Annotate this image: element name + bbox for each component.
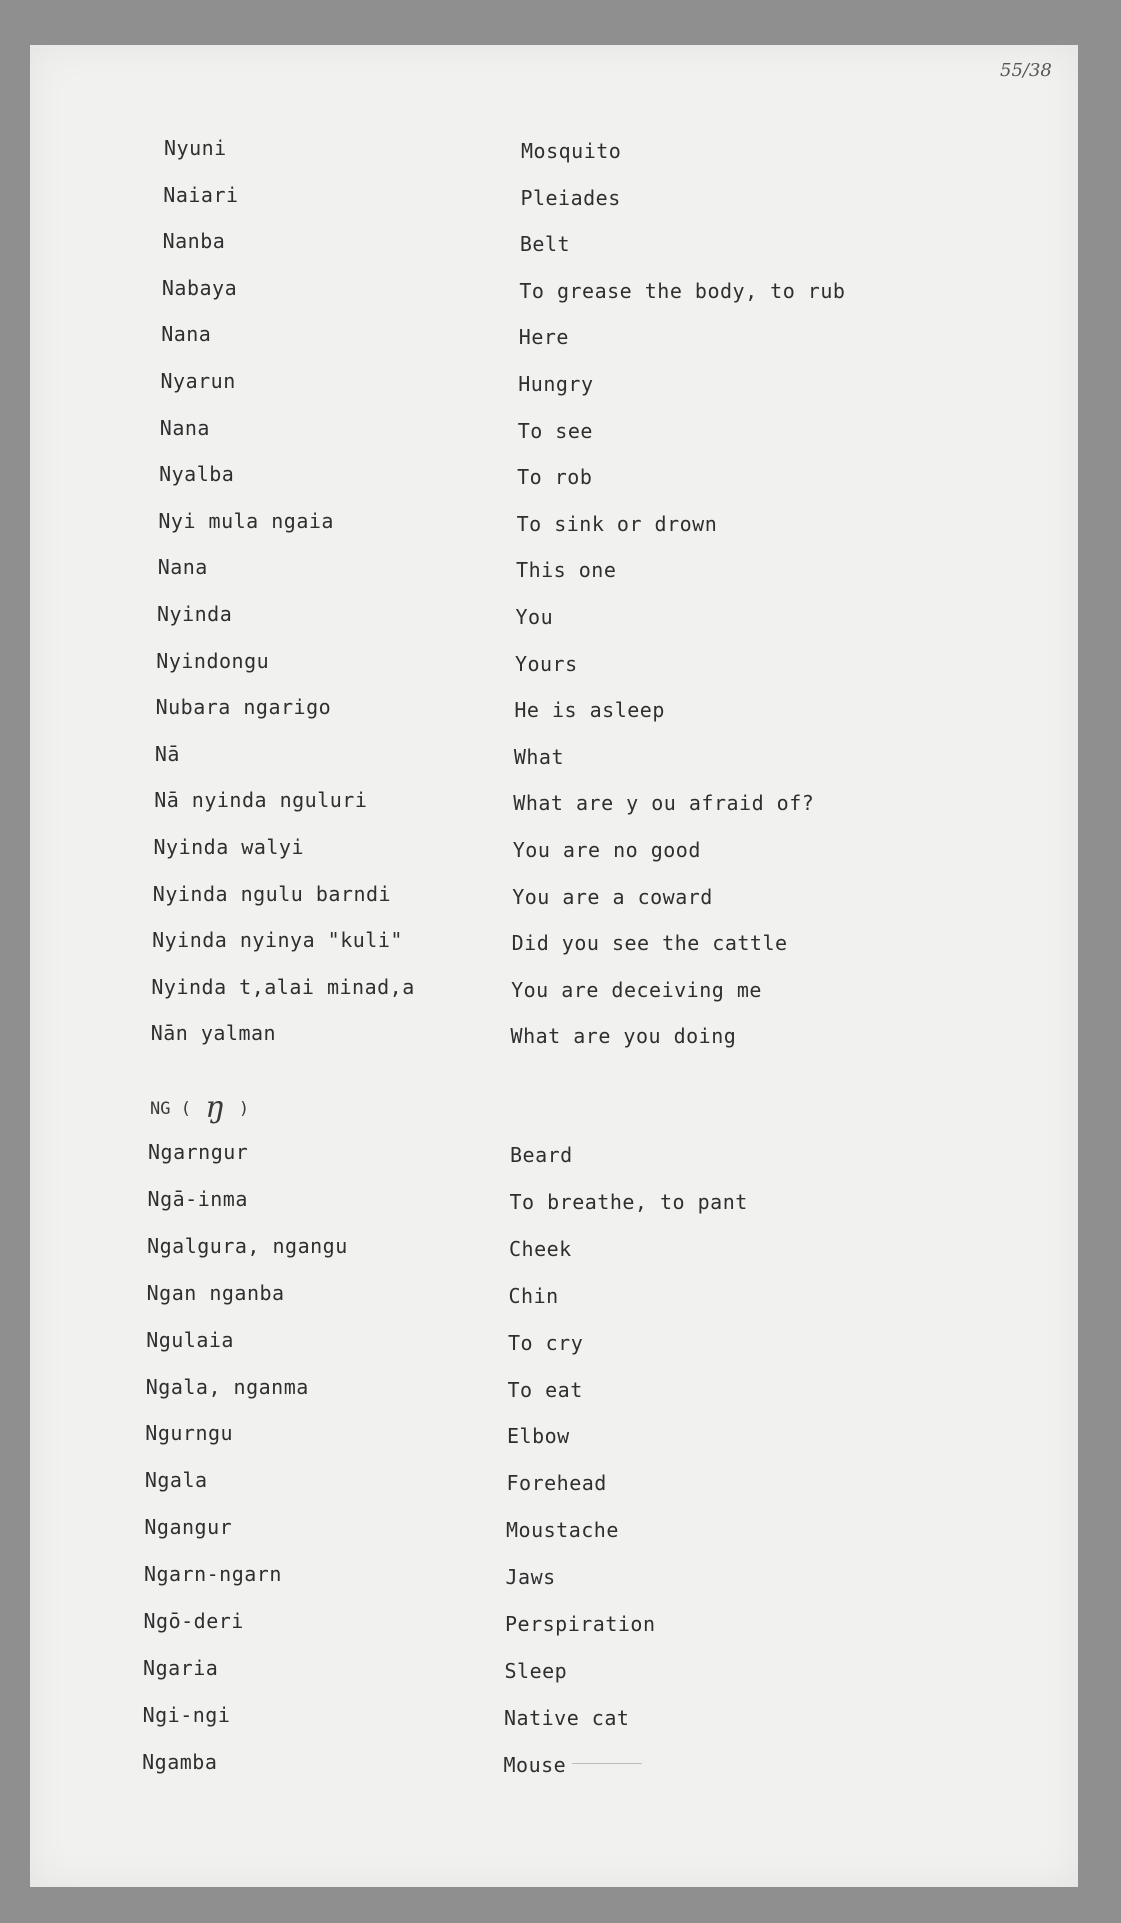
gloss: To breathe, to pant	[509, 1189, 748, 1214]
headword: Nā	[154, 741, 180, 766]
headword: Nyarun	[160, 369, 236, 393]
gloss: You are no good	[512, 838, 701, 862]
headword: Ngala, nganma	[145, 1374, 309, 1399]
gloss: Moustache	[506, 1518, 619, 1543]
headword: Nyi mula ngaia	[158, 508, 334, 533]
headword: Nān yalman	[150, 1021, 277, 1046]
headword: Naiari	[163, 182, 239, 207]
headword: Ngan nganba	[146, 1280, 285, 1305]
gloss: Mouse	[503, 1752, 567, 1777]
gloss: To cry	[508, 1330, 584, 1355]
pen-stroke	[572, 1763, 642, 1764]
gloss: To sink or drown	[516, 511, 718, 536]
gloss: He is asleep	[514, 698, 665, 723]
headword: Ngarn-ngarn	[143, 1562, 282, 1587]
headword: Ngalgura, ngangu	[147, 1233, 348, 1258]
headword: Nana	[157, 555, 208, 580]
gloss: Sleep	[504, 1658, 568, 1683]
headword: Ngala	[144, 1468, 208, 1493]
gloss: To grease the body, to rub	[519, 278, 846, 303]
gloss: You are a coward	[512, 884, 713, 909]
headword: Nyinda ngulu barndi	[152, 881, 392, 906]
gloss: Perspiration	[505, 1612, 656, 1636]
gloss: Forehead	[506, 1471, 607, 1496]
headword: Nyinda nyinya "kuli"	[152, 928, 403, 953]
headword: Ngi-ngi	[142, 1702, 231, 1727]
gloss: What	[513, 744, 565, 769]
gloss: Did you see the cattle	[511, 931, 788, 956]
gloss: Native cat	[504, 1705, 630, 1730]
headword: Nā nyinda nguluri	[154, 788, 368, 813]
gloss: Cheek	[509, 1236, 572, 1261]
headword: Ngangur	[144, 1515, 233, 1540]
section-close-paren: )	[238, 1099, 250, 1119]
headword: Nyalba	[159, 462, 235, 487]
headword: Ngurngu	[145, 1421, 234, 1446]
gloss: This one	[516, 558, 617, 583]
gloss: To see	[517, 418, 593, 443]
headword: Nyindongu	[156, 648, 270, 673]
gloss: Belt	[519, 232, 571, 257]
section-label: NG	[150, 1099, 171, 1119]
headword: Nana	[159, 415, 210, 440]
gloss: Jaws	[505, 1565, 556, 1590]
gloss: Beard	[510, 1143, 573, 1167]
gloss: Chin	[508, 1283, 559, 1308]
gloss: To rob	[517, 465, 593, 490]
gloss: Elbow	[507, 1424, 570, 1449]
page-number: 55/38	[1000, 60, 1052, 81]
gloss: To eat	[507, 1377, 583, 1402]
gloss: What are y ou afraid of?	[513, 791, 815, 816]
gloss: Mosquito	[521, 139, 622, 163]
gloss: Pleiades	[520, 185, 621, 210]
headword: Nabaya	[161, 275, 238, 300]
headword: Nyinda	[157, 602, 233, 626]
gloss: You are deceiving me	[511, 977, 762, 1002]
headword: Nanba	[162, 229, 226, 254]
headword: Ngā-inma	[147, 1186, 248, 1211]
gloss: Yours	[514, 651, 578, 676]
headword: Nubara ngarigo	[155, 695, 332, 720]
headword: Ngō-deri	[143, 1609, 244, 1633]
eng-symbol: ŋ	[205, 1090, 225, 1125]
gloss: Here	[518, 325, 569, 350]
section-header-ng	[150, 1090, 249, 1125]
gloss: What are you doing	[510, 1024, 737, 1049]
headword: Ngamba	[142, 1749, 218, 1774]
headword: Nyinda t,alai minad,a	[151, 974, 415, 999]
headword: Nyinda walyi	[153, 835, 304, 859]
section-open-paren: (	[180, 1099, 191, 1119]
headword: Ngaria	[143, 1655, 219, 1680]
headword: Ngulaia	[146, 1327, 234, 1352]
headword: Ngarngur	[148, 1140, 249, 1164]
gloss: Hungry	[518, 372, 594, 396]
headword: Nana	[161, 322, 212, 347]
gloss: You	[515, 605, 554, 629]
headword: Nyuni	[164, 136, 227, 160]
